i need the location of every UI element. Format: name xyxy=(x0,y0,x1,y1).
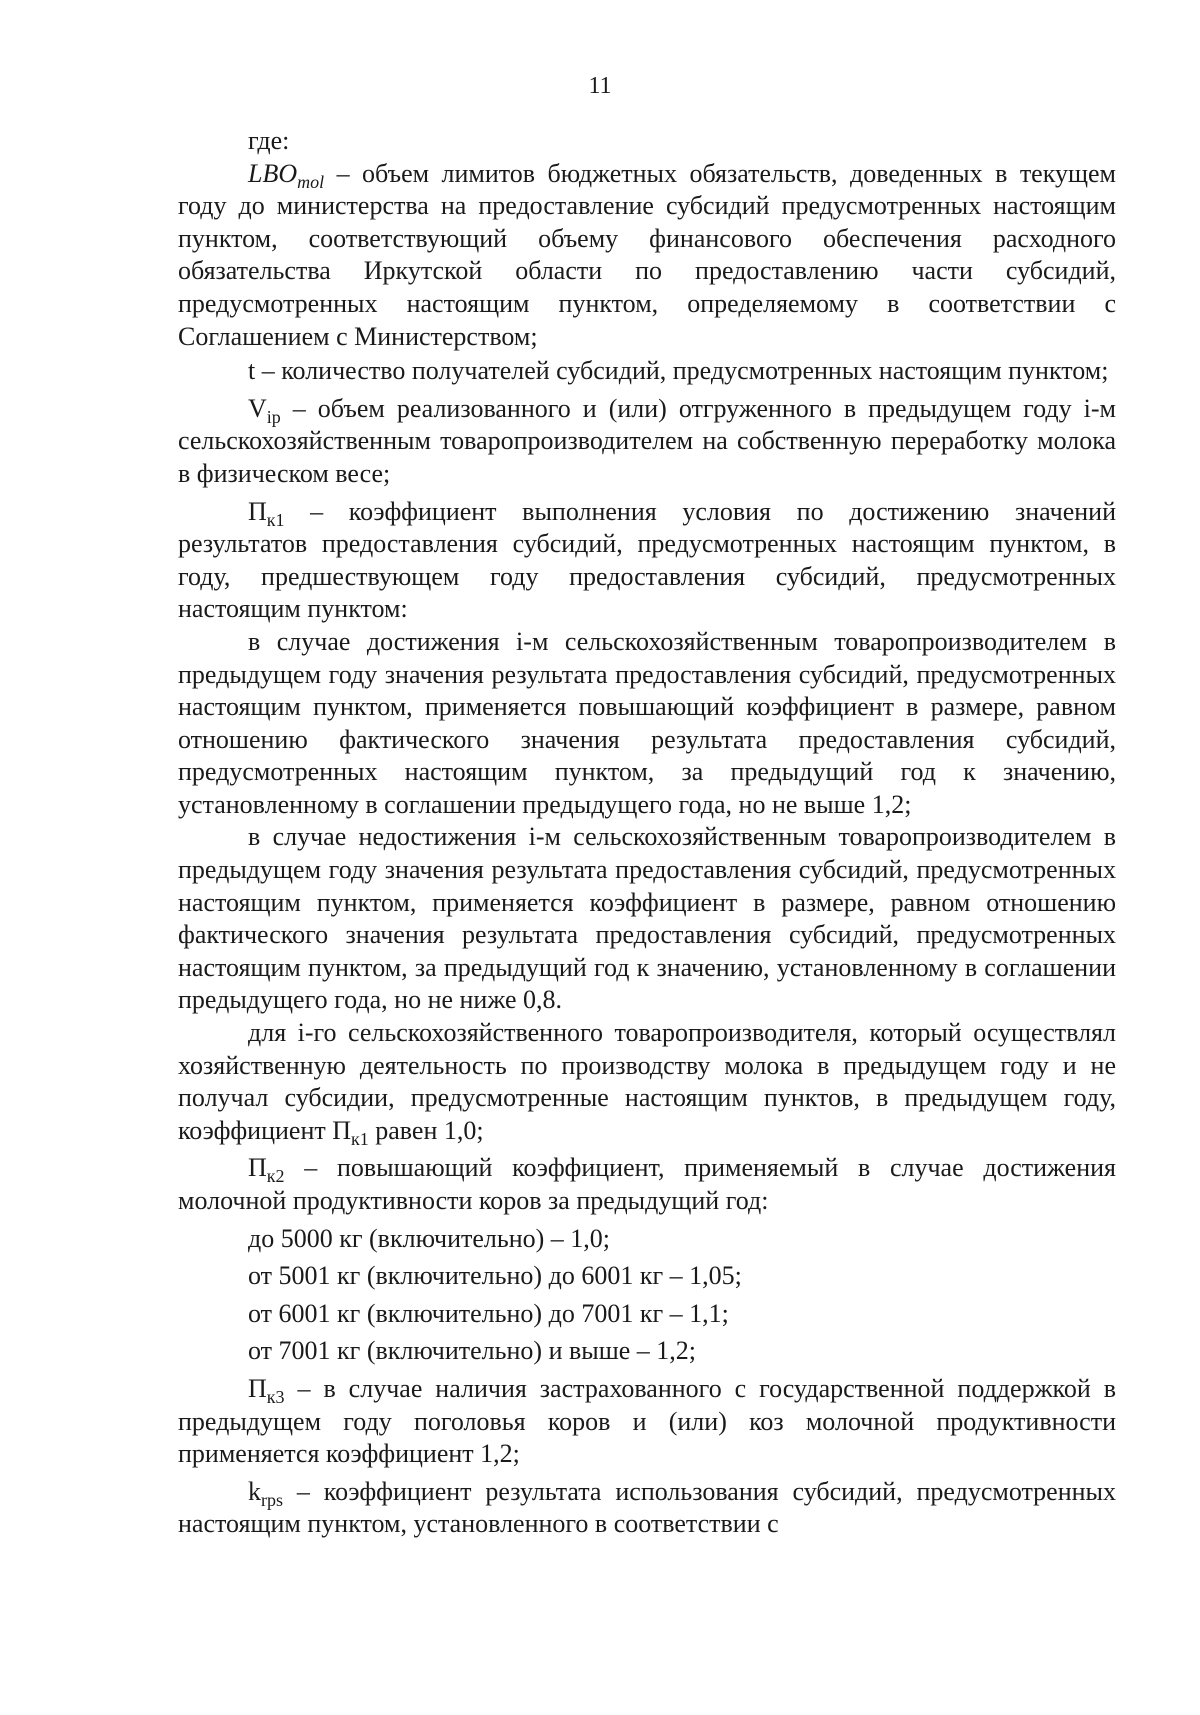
pk1-definition: – коэффициент выполнения условия по достижению значений результатов предоставления субсидий, предусмотренных настоящим пунктом, в году, предшествующем году предоставления субсидий, предусмотренных настоящим пунктом: xyxy=(178,496,1116,624)
krps-symbol: $k_{rps}$ xyxy=(248,1476,283,1510)
pk2-item-1: до 5000 кг (включительно) – 1,0; xyxy=(248,1223,611,1253)
term-lbo xyxy=(178,158,1116,354)
document-body xyxy=(178,125,1116,1541)
vip-definition: – объем реализованного и (или) отгруженного в предыдущем году i-м сельскохозяйственным товаропроизводителем на собственную переработку молока в физическом весе; xyxy=(178,393,1116,488)
intro-line: где: xyxy=(248,126,290,155)
term-pk3 xyxy=(178,1373,1116,1471)
t-symbol: t xyxy=(248,356,256,386)
pk3-symbol: $П_{к3}$ xyxy=(248,1373,285,1408)
term-t xyxy=(178,355,1116,388)
pk2-item-3: от 6001 кг (включительно) до 7001 кг – 1,1; xyxy=(248,1298,729,1328)
pk2-item-4: от 7001 кг (включительно) и выше – 1,2; xyxy=(248,1336,697,1366)
pk2-definition: – повышающий коэффициент, применяемый в случае достижения молочной продуктивности коров за предыдущий год: xyxy=(178,1153,1116,1215)
pk1-case-not-achieved: в случае недостижения i-м сельскохозяйственным товаропроизводителем в предыдущем году значения результата предоставления субсидий, предусмотренных настоящим пунктом, применяется коэффициент в размере, равном отношению фактического значения результата предоставления субсидий, предусмотренных настоящим пунктом, за предыдущий год к значению, установленному в соглашении предыдущего года, но не ниже 0,8. xyxy=(178,822,1116,1015)
lbo-definition: – объем лимитов бюджетных обязательств, доведенных в текущем году до министерства на предоставление субсидий предусмотренных настоящим пунктом, соответствующий объему финансового обеспечения расходного обязательства Иркутской области по предоставлению части субсидий, предусмотренных настоящим пунктом, определяемому в соответствии с Соглашением с Министерством; xyxy=(178,158,1116,351)
pk1-case-new: для i-го сельскохозяйственного товаропроизводителя, который осуществлял хозяйственную деятельность по производству молока в предыдущем году и не получал субсидии, предусмотренные настоящим пунктов, в предыдущем году, коэффициент $П_{к1}$ равен 1,0; xyxy=(178,1018,1116,1149)
vip-symbol: $V_{ip}$ xyxy=(248,393,281,427)
lbo-symbol: $LBO_{mol}$ xyxy=(248,158,325,192)
page-number: 11 xyxy=(588,73,612,99)
krps-definition: – коэффициент результата использования субсидий, предусмотренных настоящим пунктом, установленного в соответствии с xyxy=(178,1476,1116,1539)
term-pk2 xyxy=(178,1152,1116,1217)
term-pk1 xyxy=(178,496,1116,626)
term-vip xyxy=(178,393,1116,491)
pk3-definition: – в случае наличия застрахованного с государственной поддержкой в предыдущем году поголовья коров и (или) коз молочной продуктивности применяется коэффициент 1,2; xyxy=(178,1373,1116,1469)
pk2-item-2: от 5001 кг (включительно) до 6001 кг – 1,05; xyxy=(248,1261,742,1291)
t-definition: – количество получателей субсидий, предусмотренных настоящим пунктом; xyxy=(255,356,1109,386)
pk1-symbol: $П_{к1}$ xyxy=(248,496,285,530)
term-krps xyxy=(178,1476,1116,1541)
pk2-symbol: $П_{к2}$ xyxy=(248,1153,285,1187)
pk1-case-achieved: в случае достижения i-м сельскохозяйственным товаропроизводителем в предыдущем году значения результата предоставления субсидий, предусмотренных настоящим пунктом, применяется повышающий коэффициент в размере, равном отношению фактического значения результата предоставления субсидий, предусмотренных настоящим пунктом, за предыдущий год к значению, установленному в соглашении предыдущего года, но не выше 1,2; xyxy=(178,626,1116,819)
